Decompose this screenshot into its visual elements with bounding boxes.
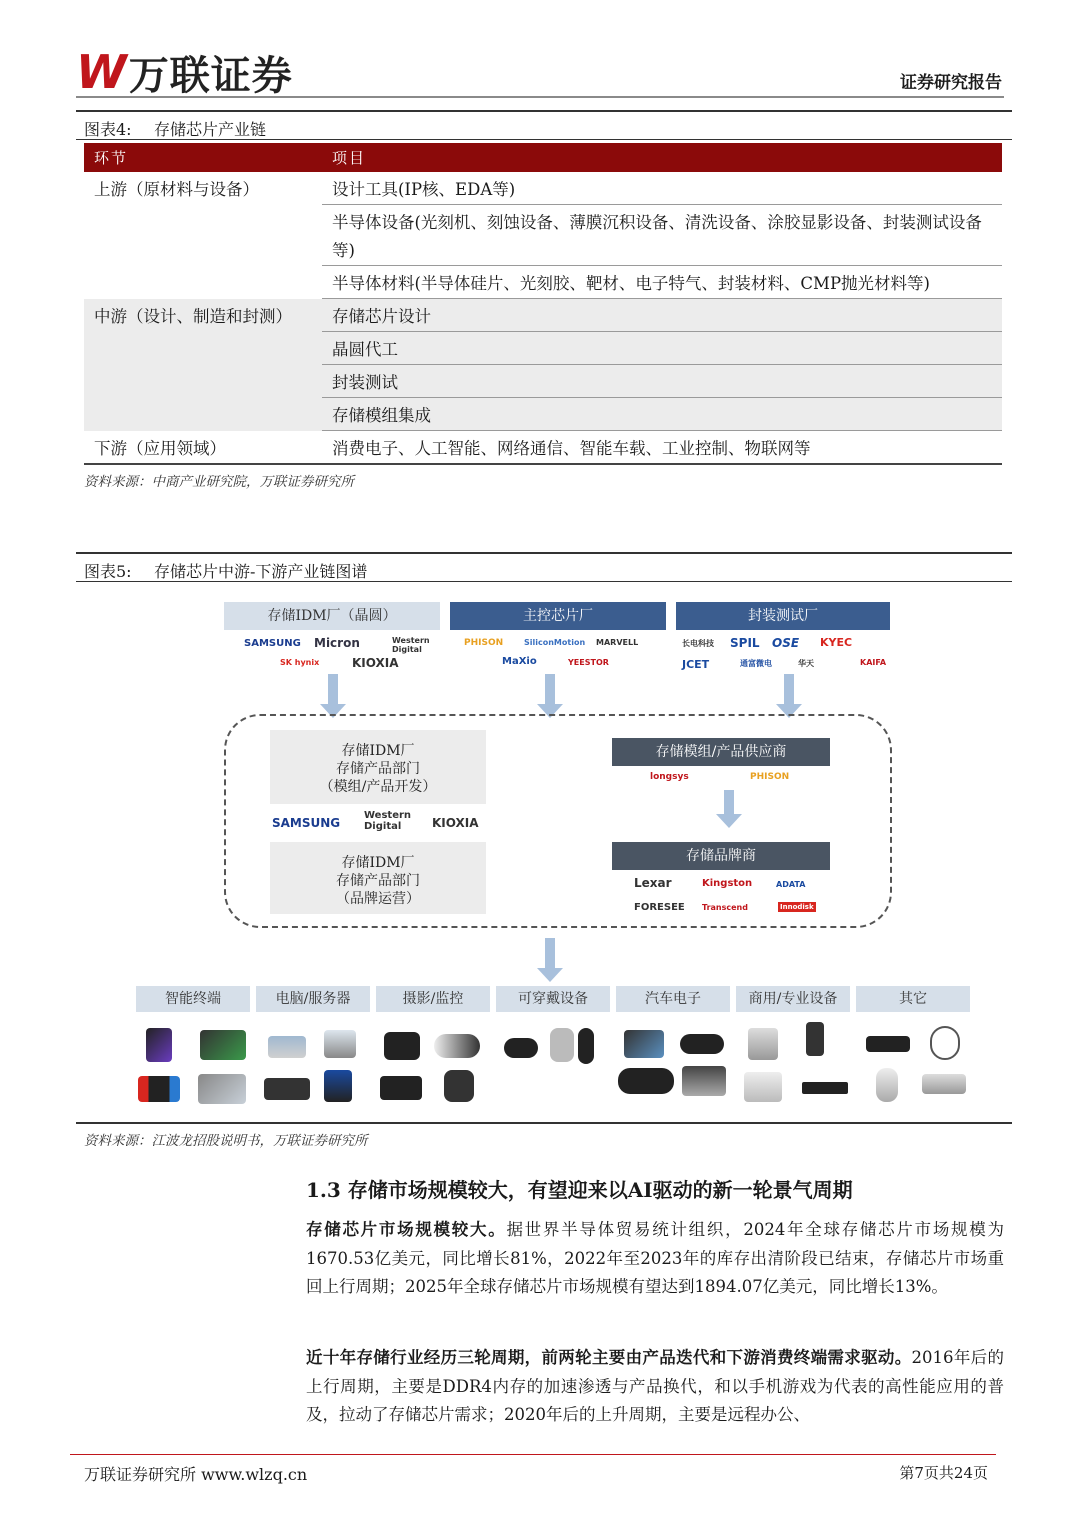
table-cell: 封装测试 bbox=[322, 365, 1002, 398]
col-header-items: 项目 bbox=[322, 143, 1002, 172]
table-cell: 半导体设备(光刻机、刻蚀设备、薄膜沉积设备、清洗设备、涂胶显影设备、封装测试设备等) bbox=[322, 205, 1002, 266]
paragraph-1-lead: 存储芯片市场规模较大。 bbox=[306, 1220, 507, 1239]
smartwatch-icon bbox=[550, 1028, 574, 1062]
handheld-terminal-icon bbox=[806, 1022, 824, 1056]
arrow-down bbox=[545, 938, 555, 968]
company-logo bbox=[76, 45, 293, 99]
dashcam-icon bbox=[680, 1034, 724, 1054]
stage-downstream: 下游（应用领域） bbox=[84, 431, 322, 465]
footer-institute: 万联证券研究所 www.wlzq.cn bbox=[84, 1465, 308, 1484]
video-camera-icon bbox=[444, 1070, 474, 1102]
idm-module-box: 存储IDM厂 存储产品部门 （模组/产品开发） bbox=[270, 730, 486, 804]
brand-logo: Western Digital bbox=[364, 810, 412, 832]
pos-terminal-icon bbox=[324, 1070, 352, 1102]
tv-icon bbox=[198, 1074, 246, 1104]
brand-logo: longsys bbox=[650, 772, 689, 782]
brand-logo: ADATA bbox=[776, 880, 806, 889]
paragraph-2-body: 2016年后的上行周期，主要是DDR4内存的加速渗透与产品换代，和以手机游戏为代表的高性能应用的普及，拉动了存储芯片需求；2020年后的上升周期，主要是远程办公、 bbox=[306, 1348, 1004, 1424]
fitness-band-icon bbox=[578, 1028, 594, 1064]
brand-logo: JCET bbox=[682, 658, 710, 671]
brand-logo: MaXio bbox=[502, 656, 537, 667]
brand-logo: KAIFA bbox=[860, 658, 887, 667]
tag-module-supplier: 存储模组/产品供应商 bbox=[612, 738, 830, 766]
brand-logo: KYEC bbox=[820, 636, 853, 649]
table-cell: 晶圆代工 bbox=[322, 332, 1002, 365]
game-console-icon bbox=[138, 1076, 180, 1102]
stage-midstream: 中游（设计、制造和封测） bbox=[84, 299, 322, 431]
brand-logo: OSE bbox=[772, 636, 800, 650]
figure4-source: 资料来源：中商产业研究院，万联证券研究所 bbox=[84, 474, 354, 490]
figure5-title bbox=[76, 552, 1012, 582]
brand-logo: Lexar bbox=[634, 876, 672, 890]
brand-logo: KIOXIA bbox=[432, 816, 479, 830]
set-top-box-icon bbox=[802, 1082, 848, 1094]
industry-chain-diagram bbox=[84, 598, 1002, 1124]
car-display-icon bbox=[624, 1030, 664, 1058]
header-divider bbox=[76, 96, 1004, 98]
section-heading: 1.3 存储市场规模较大，有望迎来以AI驱动的新一轮景气周期 bbox=[306, 1178, 853, 1202]
desktop-icon bbox=[324, 1030, 356, 1058]
rearview-mirror-icon bbox=[618, 1068, 674, 1094]
idm-brand-box: 存储IDM厂 存储产品部门 （品牌运营） bbox=[270, 842, 486, 914]
brand-logo: 华天 bbox=[798, 659, 814, 668]
figure5-source: 资料来源：江波龙招股说明书，万联证券研究所 bbox=[84, 1133, 368, 1149]
category-camera-surveillance: 摄影/监控 bbox=[376, 986, 490, 1012]
figure5-number: 图表5: bbox=[84, 562, 132, 581]
footer-divider bbox=[70, 1454, 996, 1455]
laptop-icon bbox=[268, 1036, 306, 1058]
server-icon bbox=[264, 1078, 310, 1100]
brand-logo: FORESEE bbox=[634, 902, 685, 913]
brand-logo: SAMSUNG bbox=[272, 816, 341, 830]
brand-logo: Western Digital bbox=[392, 636, 430, 654]
logo-mark: W bbox=[76, 45, 123, 99]
table-cell: 存储芯片设计 bbox=[322, 299, 1002, 332]
arrow-down bbox=[724, 790, 734, 814]
paragraph-2-lead: 近十年存储行业经历三轮周期，前两轮主要由产品迭代和下游消费终端需求驱动。 bbox=[306, 1348, 912, 1367]
category-other: 其它 bbox=[856, 986, 970, 1012]
arrow-down bbox=[784, 674, 794, 704]
figure4-number: 图表4: bbox=[84, 120, 132, 139]
category-commercial: 商用/专业设备 bbox=[736, 986, 850, 1012]
tablet-icon bbox=[200, 1030, 246, 1060]
paragraph-1 bbox=[306, 1216, 1004, 1302]
brand-logo: YEESTOR bbox=[568, 658, 609, 667]
brand-logo: 通富微电 bbox=[740, 659, 772, 668]
table-cell: 半导体材料(半导体硅片、光刻胶、靶材、电子特气、封装材料、CMP抛光材料等) bbox=[322, 266, 1002, 299]
tag-packaging: 封装测试厂 bbox=[676, 602, 890, 630]
brand-logo: Micron bbox=[314, 636, 360, 650]
arrow-down bbox=[328, 674, 338, 704]
camera-icon bbox=[384, 1032, 420, 1060]
brand-logo: MARVELL bbox=[596, 638, 639, 647]
drone-icon bbox=[922, 1074, 966, 1094]
category-pc-server: 电脑/服务器 bbox=[256, 986, 370, 1012]
brand-logo: SK hynix bbox=[280, 658, 320, 667]
phone-icon bbox=[146, 1028, 172, 1062]
brand-logo: 长电科技 bbox=[682, 639, 714, 648]
brand-logo: Innodisk bbox=[780, 903, 814, 911]
paragraph-1-body: 据世界半导体贸易统计组织，2024年全球存储芯片市场规模为1670.53亿美元，同比增长81%，2022年至2023年的库存出清阶段已结束，存储芯片市场重回上行周期；2025年全球存储芯片市场规模有望达到1894.07亿美元，同比增长13%。 bbox=[306, 1220, 1004, 1296]
figure4-caption: 存储芯片产业链 bbox=[154, 120, 267, 139]
car-icon bbox=[682, 1066, 726, 1096]
page-number: 第7页共24页 bbox=[899, 1464, 988, 1482]
logo-name: 万联证券 bbox=[128, 52, 293, 99]
tag-controller: 主控芯片厂 bbox=[450, 602, 666, 630]
industry-chain-table bbox=[84, 143, 1002, 465]
security-camera-icon bbox=[434, 1034, 480, 1058]
brand-logo: KIOXIA bbox=[352, 656, 399, 670]
brand-logo: SPIL bbox=[730, 636, 760, 650]
figure4-title bbox=[76, 110, 1012, 140]
table-cell: 设计工具(IP核、EDA等) bbox=[322, 172, 1002, 205]
wireless-antenna-icon bbox=[930, 1026, 960, 1060]
brand-logo: PHISON bbox=[464, 638, 504, 648]
brand-logo: Transcend bbox=[702, 903, 748, 912]
table-cell: 消费电子、人工智能、网络通信、智能车载、工业控制、物联网等 bbox=[322, 431, 1002, 465]
robot-icon bbox=[876, 1068, 898, 1102]
printer-icon bbox=[748, 1028, 778, 1060]
col-header-stage: 环节 bbox=[84, 143, 322, 172]
table-cell: 存储模组集成 bbox=[322, 398, 1002, 431]
tag-idm: 存储IDM厂（晶圆） bbox=[224, 602, 440, 630]
medical-device-icon bbox=[744, 1072, 782, 1102]
arrow-down bbox=[545, 674, 555, 704]
brand-logo: Kingston bbox=[702, 878, 753, 889]
stage-upstream: 上游（原材料与设备） bbox=[94, 180, 259, 199]
router-icon bbox=[866, 1036, 910, 1052]
brand-logo: SAMSUNG bbox=[244, 638, 301, 649]
dvr-icon bbox=[380, 1076, 422, 1100]
brand-logo: SiliconMotion bbox=[524, 638, 586, 647]
vr-headset-icon bbox=[504, 1038, 538, 1058]
category-wearable: 可穿戴设备 bbox=[496, 986, 610, 1012]
document-type: 证券研究报告 bbox=[900, 73, 1002, 93]
paragraph-2 bbox=[306, 1344, 1004, 1430]
category-smart-terminal: 智能终端 bbox=[136, 986, 250, 1012]
tag-brand-vendor: 存储品牌商 bbox=[612, 842, 830, 870]
figure5-caption: 存储芯片中游-下游产业链图谱 bbox=[154, 562, 368, 581]
figure5-bottom-rule bbox=[76, 1122, 1012, 1124]
brand-logo: PHISON bbox=[750, 772, 790, 782]
category-auto-electronics: 汽车电子 bbox=[616, 986, 730, 1012]
